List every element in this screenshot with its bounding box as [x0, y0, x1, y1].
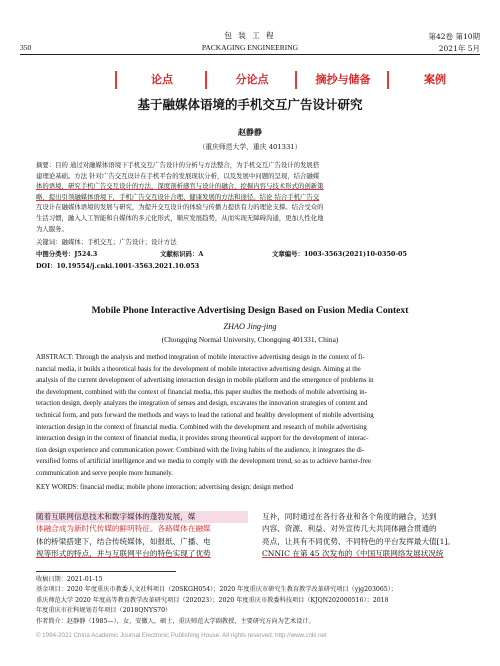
abstract-en-line: nancial media, it builds a theoretical basis for the development of mobile interactive advertising design. Aiming at the: [36, 365, 361, 373]
abstract-line: 为人服务。: [36, 224, 68, 233]
category-tab-bar: [115, 68, 481, 92]
footnotes: [36, 575, 482, 627]
abstract-en-line: interaction design in the context of financial media. Combined with the development and research of mobile advertising: [36, 423, 367, 431]
header-rule: [20, 54, 480, 55]
abstract-line: 体的语境，研究手机广告交互设计的方法，深度剖析感官与设计的融合，挖掘内容与技术形式的创新策: [36, 182, 324, 191]
abstract-en-line: versified forms of artificial intelligence and we media to comply with the development trend, so as to achieve barrier-free: [36, 458, 371, 466]
footnote-funding: 重庆师范大学 2020 年度高等教育教学改革研究项目（202023）；2020 年度重庆市教委科技项目（KJQN202000516）；2018: [36, 596, 389, 604]
article-title-en: Mobile Phone Interactive Advertising Design Based on Fusion Media Context: [91, 305, 409, 316]
tab-sub-argument[interactable]: 分论点: [235, 73, 269, 86]
abstract-en-line: technical form, and puts forward the methods and ways to lead the rational and healthy development of mobile advertising: [36, 411, 374, 419]
abstract-en-line: tion design experience and communication power. Combined with the living habits of the audience, it integrates the di-: [36, 446, 365, 454]
affiliation-cn: （重庆师范大学，重庆 401331）: [198, 143, 302, 151]
abstract-en-line: ABSTRACT: Through the analysis and method integration of mobile interactive advertising design in the context of fi-: [36, 354, 365, 361]
issue-date: 2021年 5月: [438, 44, 480, 53]
abstract-en: [36, 352, 482, 480]
tab-divider: [115, 71, 117, 89]
tab-cases[interactable]: 案例: [424, 73, 446, 86]
doi: DOI：10.19554/j.cnki.1001-3563.2021.10.053: [36, 262, 200, 270]
abstract-en-line: interaction design in the context of financial media, it provides strong theoretical support for the development of interac-: [36, 435, 369, 443]
body-column-right: [262, 511, 480, 561]
tab-excerpts[interactable]: 摘抄与储备: [315, 73, 371, 86]
footnote-funding: 基金项目：2020 年度重庆市教委人文社科项目（20SKGH054）；2020 年度重庆市研究生教育教学改革研究项目（yjg203065）；: [36, 586, 397, 594]
tab-argument[interactable]: 论点: [151, 73, 173, 86]
author-en: ZHAO Jing-jing: [223, 322, 277, 331]
footnote-rule: [36, 571, 176, 572]
volume-issue: 第42卷 第10期: [428, 32, 480, 41]
abstract-line: 生活习惯，融入人工智能和自媒体的多元化形式，顺应发展趋势，从而实现无障碍沟通，更加人性化地: [36, 213, 324, 222]
footnote-received: 收稿日期：2021-01-15: [36, 576, 103, 583]
abstract-line: 互设计在融媒体语境的发展与研究，为提升交互设计的体验与传播力提供有力的理论支撑。结合受众的: [36, 203, 324, 212]
copyright-watermark: © 1994-2021 China Academic Journal Electronic Publishing House. All rights reserved. http://www.cnki.net: [36, 632, 327, 639]
abstract-en-line: the development, combined with the context of financial media, this paper studies the methods of mobile advertising in-: [36, 388, 367, 396]
abstract-line: 略，提出引领融媒体语境下，手机广告交互设计合理、健康发展的方法和途径。结论 结合手机广告交: [36, 192, 320, 201]
body-line: CNNIC 在第 45 次发布的《中国互联网络发展状况统: [262, 549, 444, 559]
clc-number: 中图分类号：J524.3: [36, 250, 98, 258]
body-line: 内容、资源、利益、对外宣传几大共同体融合贯通的: [262, 524, 437, 534]
tab-divider: [295, 71, 297, 89]
author-cn: 赵静静: [238, 128, 262, 137]
body-line: 视等形式的特点，并与互联网平台的特色实现了优势: [36, 549, 211, 559]
body-column-left: [36, 511, 248, 561]
abstract-en-line: analysis of the current development of advertising interaction design in mobile platform and the emergence of problems in: [36, 377, 374, 385]
keywords-en: KEY WORDS: financial media; mobile phone interaction; advertising design; design method: [36, 484, 294, 491]
body-line: 体的桥梁搭建下，结合传统媒体，如报纸、广播、电: [36, 536, 211, 546]
page-number: 350: [20, 43, 32, 52]
footnote-funding: 年度重庆市社科规划青年项目（2018QNYS70）: [36, 607, 172, 615]
abstract-line: 摘要：目的 通过对融媒体语境下手机交互广告设计的分析与方法整合，为手机交互广告设计的发展搭: [36, 161, 320, 169]
article-number: 文章编号：1003-3563(2021)10-0350-05: [272, 250, 407, 258]
journal-name-cn: 包 装 工 程: [224, 31, 276, 40]
keywords-cn: 关键词：融媒体；手机交互；广告设计；设计方法: [36, 238, 177, 246]
footnote-author: 作者简介：赵静静（1985—），女，安徽人，硕士，重庆师范大学副教授，主要研究方向为艺术设计。: [36, 617, 315, 625]
tab-divider: [387, 71, 389, 89]
abstract-cn: [36, 160, 476, 234]
body-line: 体融合成为新时代传媒的鲜明特征。各路媒体在融媒: [36, 524, 211, 534]
abstract-line: 建理论基础。方法 针对广告交互设计在手机平台的发展现状分析，以及发展中问题的呈现，结合融媒: [36, 171, 320, 180]
body-line: 亮点，让具有不同优势、不同特色的平台发挥最大值[1]。: [262, 536, 456, 546]
body-line: 随着互联网信息技术和数字媒体的蓬勃发展，媒: [36, 511, 248, 523]
article-title-cn: 基于融媒体语境的手机交互广告设计研究: [137, 97, 363, 112]
abstract-en-line: teraction design, deeply analyzes the integration of senses and design, excavates the innovation strategies of content and: [36, 400, 368, 408]
journal-name-en: PACKAGING ENGINEERING: [201, 43, 299, 52]
abstract-en-line: communication and serve people more humanely.: [36, 469, 173, 477]
body-line: 互补，同时通过在各行各业和各个角度的融合，达到: [262, 512, 437, 521]
document-code: 文献标识码：A: [160, 250, 204, 258]
affiliation-en: (Chongqing Normal University, Chongqing 401331, China): [161, 335, 339, 344]
tab-divider: [205, 71, 207, 89]
